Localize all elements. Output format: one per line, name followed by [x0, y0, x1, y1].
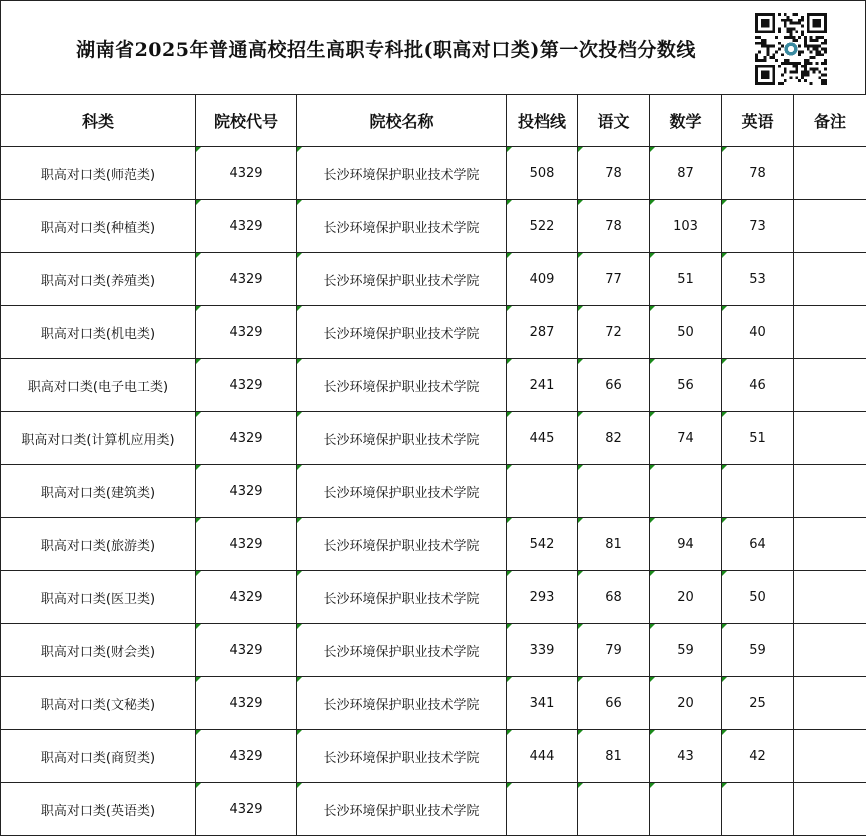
category-cell: 职高对口类(财会类) — [1, 624, 196, 677]
chinese-score-cell: 81 — [578, 730, 650, 783]
math-score-cell: 43 — [650, 730, 722, 783]
notes-cell — [794, 147, 866, 200]
school-name-cell: 长沙环境保护职业技术学院 — [297, 677, 507, 730]
school-code-cell: 4329 — [196, 359, 297, 412]
cutoff-score-cell — [507, 465, 578, 518]
school-name-cell: 长沙环境保护职业技术学院 — [297, 624, 507, 677]
chinese-score-cell: 79 — [578, 624, 650, 677]
table-body — [1, 147, 866, 836]
school-code-cell: 4329 — [196, 624, 297, 677]
table-row — [1, 253, 866, 306]
english-score-cell: 46 — [722, 359, 794, 412]
cutoff-score-cell: 542 — [507, 518, 578, 571]
school-name-cell: 长沙环境保护职业技术学院 — [297, 147, 507, 200]
category-cell: 职高对口类(机电类) — [1, 306, 196, 359]
math-score-cell: 103 — [650, 200, 722, 253]
category-cell: 职高对口类(种植类) — [1, 200, 196, 253]
qr-code-icon — [754, 13, 828, 85]
math-score-cell: 20 — [650, 677, 722, 730]
math-score-cell: 50 — [650, 306, 722, 359]
school-name-cell: 长沙环境保护职业技术学院 — [297, 412, 507, 465]
notes-cell — [794, 624, 866, 677]
header-notes: 备注 — [794, 95, 866, 147]
header-row — [1, 95, 866, 147]
table-row — [1, 518, 866, 571]
chinese-score-cell — [578, 465, 650, 518]
cutoff-score-cell: 409 — [507, 253, 578, 306]
category-cell: 职高对口类(养殖类) — [1, 253, 196, 306]
math-score-cell: 74 — [650, 412, 722, 465]
table-row — [1, 624, 866, 677]
table-row — [1, 147, 866, 200]
header-chinese: 语文 — [578, 95, 650, 147]
cutoff-score-cell: 339 — [507, 624, 578, 677]
school-name-cell: 长沙环境保护职业技术学院 — [297, 200, 507, 253]
table-row — [1, 783, 866, 836]
chinese-score-cell: 78 — [578, 147, 650, 200]
table-row — [1, 412, 866, 465]
category-cell: 职高对口类(计算机应用类) — [1, 412, 196, 465]
school-code-cell: 4329 — [196, 306, 297, 359]
notes-cell — [794, 412, 866, 465]
school-name-cell: 长沙环境保护职业技术学院 — [297, 306, 507, 359]
school-code-cell: 4329 — [196, 147, 297, 200]
notes-cell — [794, 359, 866, 412]
school-name-cell: 长沙环境保护职业技术学院 — [297, 571, 507, 624]
school-name-cell: 长沙环境保护职业技术学院 — [297, 783, 507, 836]
english-score-cell: 78 — [722, 147, 794, 200]
math-score-cell: 51 — [650, 253, 722, 306]
cutoff-score-cell: 444 — [507, 730, 578, 783]
math-score-cell: 20 — [650, 571, 722, 624]
chinese-score-cell: 77 — [578, 253, 650, 306]
cutoff-score-cell: 445 — [507, 412, 578, 465]
chinese-score-cell: 81 — [578, 518, 650, 571]
chinese-score-cell — [578, 783, 650, 836]
cutoff-score-cell: 341 — [507, 677, 578, 730]
school-name-cell: 长沙环境保护职业技术学院 — [297, 359, 507, 412]
notes-cell — [794, 465, 866, 518]
table-row — [1, 571, 866, 624]
table-row — [1, 465, 866, 518]
table-row — [1, 200, 866, 253]
chinese-score-cell: 66 — [578, 359, 650, 412]
chinese-score-cell: 66 — [578, 677, 650, 730]
table-row — [1, 730, 866, 783]
school-code-cell: 4329 — [196, 412, 297, 465]
category-cell: 职高对口类(文秘类) — [1, 677, 196, 730]
table-row — [1, 359, 866, 412]
math-score-cell: 59 — [650, 624, 722, 677]
header-school-name: 院校名称 — [297, 95, 507, 147]
score-table — [0, 94, 866, 836]
chinese-score-cell: 82 — [578, 412, 650, 465]
school-name-cell: 长沙环境保护职业技术学院 — [297, 253, 507, 306]
school-name-cell: 长沙环境保护职业技术学院 — [297, 465, 507, 518]
english-score-cell — [722, 783, 794, 836]
school-code-cell: 4329 — [196, 571, 297, 624]
cutoff-score-cell: 293 — [507, 571, 578, 624]
header-math: 数学 — [650, 95, 722, 147]
english-score-cell: 59 — [722, 624, 794, 677]
notes-cell — [794, 200, 866, 253]
notes-cell — [794, 677, 866, 730]
math-score-cell — [650, 465, 722, 518]
school-code-cell: 4329 — [196, 518, 297, 571]
cutoff-score-cell — [507, 783, 578, 836]
category-cell: 职高对口类(商贸类) — [1, 730, 196, 783]
math-score-cell: 94 — [650, 518, 722, 571]
english-score-cell: 51 — [722, 412, 794, 465]
school-code-cell: 4329 — [196, 730, 297, 783]
cutoff-score-cell: 241 — [507, 359, 578, 412]
category-cell: 职高对口类(英语类) — [1, 783, 196, 836]
notes-cell — [794, 571, 866, 624]
cutoff-score-cell: 287 — [507, 306, 578, 359]
english-score-cell: 64 — [722, 518, 794, 571]
header-cutoff-score: 投档线 — [507, 95, 578, 147]
school-code-cell: 4329 — [196, 677, 297, 730]
category-cell: 职高对口类(医卫类) — [1, 571, 196, 624]
cutoff-score-cell: 522 — [507, 200, 578, 253]
header-category: 科类 — [1, 95, 196, 147]
table-row — [1, 306, 866, 359]
school-code-cell: 4329 — [196, 465, 297, 518]
category-cell: 职高对口类(师范类) — [1, 147, 196, 200]
english-score-cell: 40 — [722, 306, 794, 359]
notes-cell — [794, 783, 866, 836]
page-title: 湖南省2025年普通高校招生高职专科批(职高对口类)第一次投档分数线 — [76, 38, 696, 61]
chinese-score-cell: 68 — [578, 571, 650, 624]
table-row — [1, 677, 866, 730]
school-code-cell: 4329 — [196, 200, 297, 253]
english-score-cell — [722, 465, 794, 518]
school-name-cell: 长沙环境保护职业技术学院 — [297, 730, 507, 783]
category-cell: 职高对口类(电子电工类) — [1, 359, 196, 412]
notes-cell — [794, 730, 866, 783]
school-name-cell: 长沙环境保护职业技术学院 — [297, 518, 507, 571]
chinese-score-cell: 78 — [578, 200, 650, 253]
english-score-cell: 25 — [722, 677, 794, 730]
math-score-cell: 56 — [650, 359, 722, 412]
school-code-cell: 4329 — [196, 253, 297, 306]
title-row — [0, 0, 866, 94]
header-english: 英语 — [722, 95, 794, 147]
notes-cell — [794, 306, 866, 359]
cutoff-score-cell: 508 — [507, 147, 578, 200]
category-cell: 职高对口类(旅游类) — [1, 518, 196, 571]
english-score-cell: 42 — [722, 730, 794, 783]
english-score-cell: 73 — [722, 200, 794, 253]
notes-cell — [794, 518, 866, 571]
math-score-cell: 87 — [650, 147, 722, 200]
school-code-cell: 4329 — [196, 783, 297, 836]
notes-cell — [794, 253, 866, 306]
category-cell: 职高对口类(建筑类) — [1, 465, 196, 518]
chinese-score-cell: 72 — [578, 306, 650, 359]
english-score-cell: 53 — [722, 253, 794, 306]
header-school-code: 院校代号 — [196, 95, 297, 147]
math-score-cell — [650, 783, 722, 836]
english-score-cell: 50 — [722, 571, 794, 624]
